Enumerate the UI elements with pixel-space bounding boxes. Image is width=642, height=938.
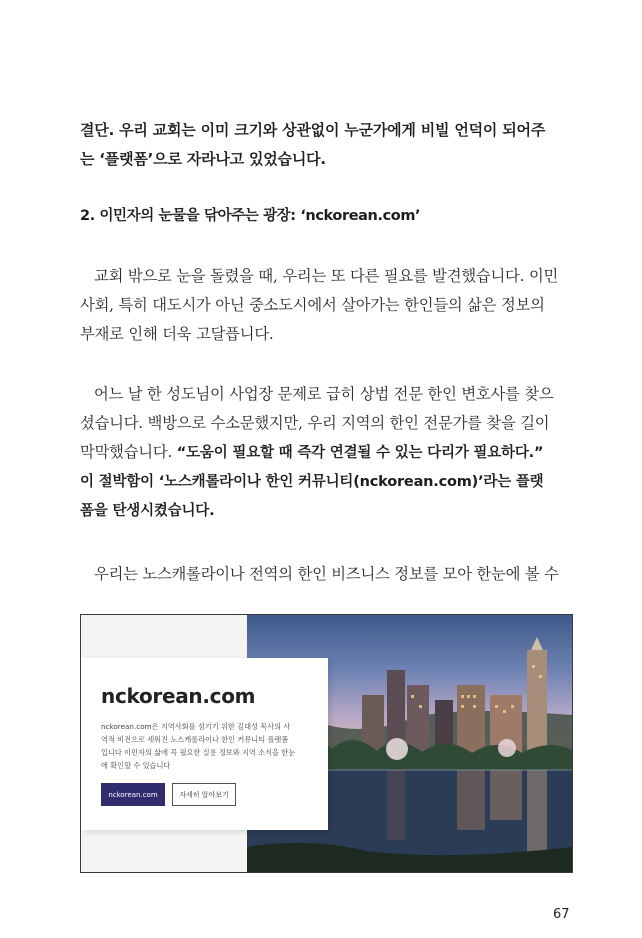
page-number: 67: [553, 907, 570, 922]
text-span: 막막했습니다.: [80, 443, 177, 461]
desc-line: 입니다 이민자의 삶에 꼭 필요한 실용 정보와 지역 소식을 한눈: [101, 748, 296, 757]
website-screenshot-figure: [80, 614, 573, 873]
paragraph-body-1: [80, 262, 574, 349]
paragraph-body-2: [80, 380, 574, 526]
text-line: 어느 날 한 성도님이 사업장 문제로 급히 상법 전문 한인 변호사를 찾으: [94, 385, 554, 403]
site-hero-card: [81, 658, 328, 830]
section-heading: 2. 이민자의 눈물을 닦아주는 광장: ‘nckorean.com’: [80, 208, 421, 224]
visit-site-button[interactable]: nckorean.com: [101, 783, 165, 806]
text-line-bold: 폼을 탄생시켰습니다.: [80, 503, 215, 519]
quote-bold: “도움이 필요할 때 즉각 연결될 수 있는 다리가 필요하다.”: [176, 445, 544, 461]
text-line: 우리는 노스캐롤라이나 전역의 한인 비즈니스 정보를 모아 한눈에 볼 수: [94, 565, 559, 583]
paragraph-intro: [80, 116, 574, 174]
text-line: 는 ‘플랫폼’으로 자라나고 있었습니다.: [80, 150, 326, 168]
text-line: 결단. 우리 교회는 이미 크기와 상관없이 누군가에게 비빌 언덕이 되어주: [80, 121, 546, 139]
desc-line: 역적 비전으로 세워진 노스캐롤라이나 한인 커뮤니티 플랫폼: [101, 735, 289, 744]
learn-more-button[interactable]: 자세히 알아보기: [172, 783, 236, 806]
text-line: [80, 438, 574, 468]
paragraph-body-3: [80, 560, 574, 589]
text-line: 부재로 인해 더욱 고달픕니다.: [80, 325, 274, 343]
site-description: [101, 720, 311, 772]
text-line: 셨습니다. 백방으로 수소문했지만, 우리 지역의 한인 전문가를 찾을 길이: [80, 414, 550, 432]
desc-line: nckorean.com은 지역사회를 섬기기 위한 김대성 목사의 사: [101, 722, 291, 731]
text-line: 사회, 특히 대도시가 아닌 중소도시에서 살아가는 한인들의 삶은 정보의: [80, 296, 545, 314]
site-title: nckorean.com: [101, 684, 256, 708]
text-line: 교회 밖으로 눈을 돌렸을 때, 우리는 또 다른 필요를 발견했습니다. 이민: [94, 267, 559, 285]
text-line-bold: 이 절박함이 ‘노스캐롤라이나 한인 커뮤니티(nckorean.com)’라는 플랫: [80, 474, 544, 490]
desc-line: 에 확인할 수 있습니다: [101, 761, 171, 770]
